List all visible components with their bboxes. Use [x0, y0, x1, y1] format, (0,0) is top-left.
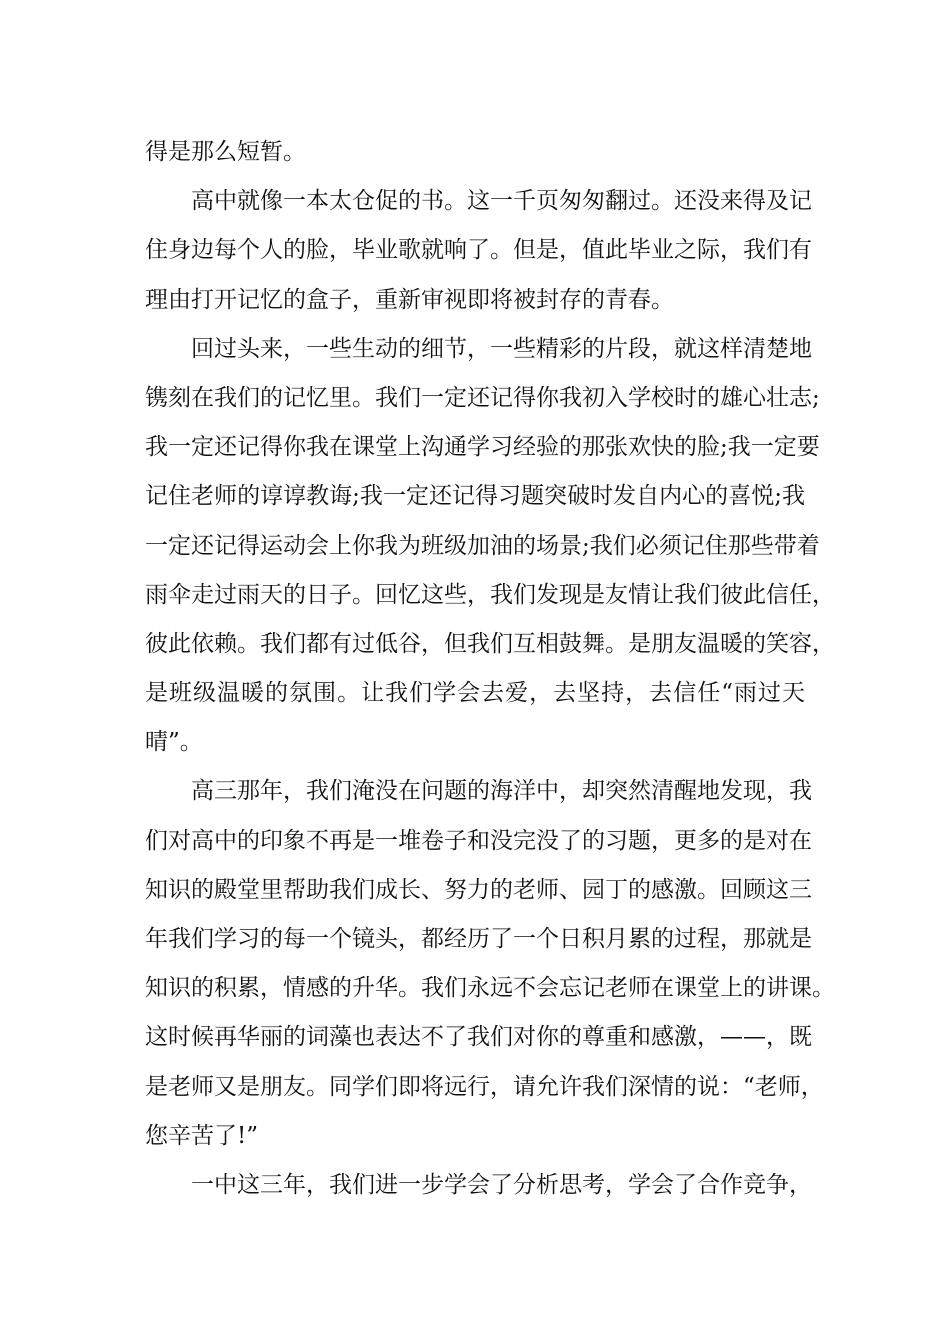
text-line: 们对高中的印象不再是一堆卷子和没完没了的习题，更多的是对在 — [145, 827, 812, 854]
text-line: 这时候再华丽的词藻也表达不了我们对你的尊重和感激，——，既 — [145, 1024, 812, 1051]
text-line: 是老师又是朋友。同学们即将远行，请允许我们深情的说：“老师， — [145, 1073, 824, 1100]
text-line: 高中就像一本太仓促的书。这一千页匆匆翻过。还没来得及记 — [191, 188, 812, 215]
text-line: 理由打开记忆的盒子，重新审视即将被封存的青春。 — [145, 286, 674, 313]
text-line: 回过头来，一些生动的细节，一些精彩的片段，就这样清楚地 — [191, 335, 812, 362]
text-line: 您辛苦了!” — [145, 1122, 259, 1149]
text-line: 高三那年，我们淹没在问题的海洋中，却突然清醒地发现，我 — [191, 778, 812, 805]
text-line: 是班级温暖的氛围。让我们学会去爱，去坚持，去信任“雨过天 — [145, 680, 805, 707]
text-line: 彼此依赖。我们都有过低谷，但我们互相鼓舞。是朋友温暖的笑容， — [145, 630, 835, 657]
text-line: 雨伞走过雨天的日子。回忆这些，我们发现是友情让我们彼此信任， — [145, 581, 835, 608]
text-line: 晴”。 — [145, 729, 203, 756]
text-line: 记住老师的谆谆教诲;我一定还记得习题突破时发自内心的喜悦;我 — [145, 483, 805, 510]
text-line: 年我们学习的每一个镜头，都经历了一个日积月累的过程，那就是 — [145, 926, 812, 952]
text-line: 知识的积累，情感的升华。我们永远不会忘记老师在课堂上的讲课。 — [145, 975, 835, 1002]
text-line: 镌刻在我们的记忆里。我们一定还记得你我初入学校时的雄心壮志; — [145, 384, 820, 411]
text-line: 一定还记得运动会上你我为班级加油的场景;我们必须记住那些带着 — [145, 532, 820, 559]
text-line: 我一定还记得你我在课堂上沟通学习经验的那张欢快的脸;我一定要 — [145, 434, 820, 461]
text-line: 住身边每个人的脸，毕业歌就响了。但是，值此毕业之际，我们有 — [145, 237, 812, 264]
body-text — [145, 128, 835, 1210]
text-line: 一中这三年，我们进一步学会了分析思考，学会了合作竞争， — [191, 1171, 812, 1198]
text-line: 知识的殿堂里帮助我们成长、努力的老师、园丁的感激。回顾这三 — [145, 876, 812, 903]
text-line: 得是那么短暂。 — [145, 139, 306, 165]
